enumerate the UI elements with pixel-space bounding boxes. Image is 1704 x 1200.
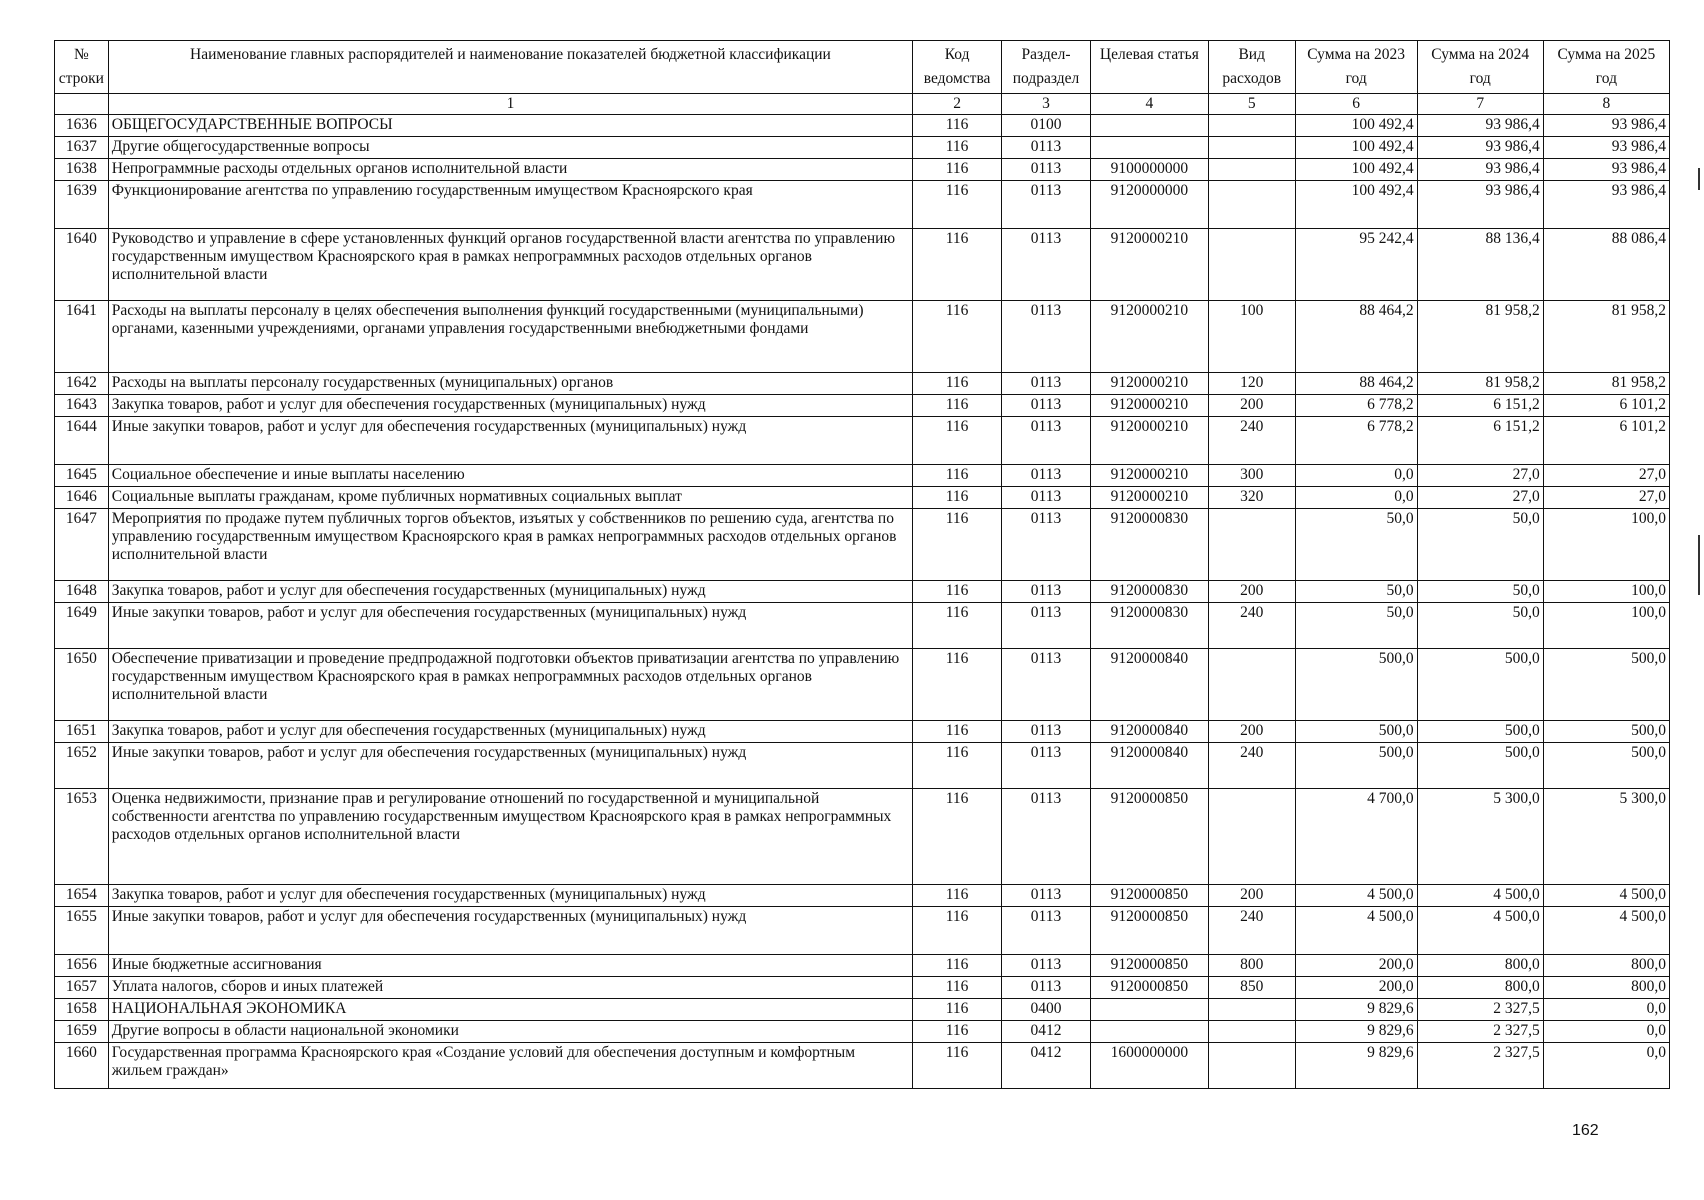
table-row bbox=[55, 885, 1670, 907]
row-name: Иные закупки товаров, работ и услуг для обеспечения государственных (муниципальных) нужд bbox=[108, 417, 912, 465]
row-target: 9120000210 bbox=[1090, 301, 1208, 373]
row-dept-code: 116 bbox=[913, 159, 1002, 181]
row-expense-type: 200 bbox=[1208, 885, 1295, 907]
row-section: 0113 bbox=[1002, 181, 1091, 229]
row-sum-2024: 81 958,2 bbox=[1417, 373, 1543, 395]
row-section: 0113 bbox=[1002, 977, 1091, 999]
row-number: 1644 bbox=[55, 417, 109, 465]
row-number: 1642 bbox=[55, 373, 109, 395]
row-sum-2023: 9 829,6 bbox=[1295, 999, 1417, 1021]
row-dept-code: 116 bbox=[913, 465, 1002, 487]
row-sum-2025: 6 101,2 bbox=[1543, 395, 1669, 417]
row-dept-code: 116 bbox=[913, 603, 1002, 649]
row-sum-2024: 93 986,4 bbox=[1417, 115, 1543, 137]
row-sum-2023: 50,0 bbox=[1295, 509, 1417, 581]
row-target: 9120000210 bbox=[1090, 229, 1208, 301]
row-sum-2023: 100 492,4 bbox=[1295, 159, 1417, 181]
row-section: 0113 bbox=[1002, 301, 1091, 373]
row-target: 9120000210 bbox=[1090, 373, 1208, 395]
row-sum-2025: 27,0 bbox=[1543, 487, 1669, 509]
row-expense-type: 200 bbox=[1208, 395, 1295, 417]
row-sum-2024: 6 151,2 bbox=[1417, 417, 1543, 465]
row-sum-2025: 4 500,0 bbox=[1543, 885, 1669, 907]
row-expense-type: 200 bbox=[1208, 721, 1295, 743]
row-name: Руководство и управление в сфере установленных функций органов государственной власти агентства по управлению государственным имуществом Красноярского края в рамках непрограммных расходов отдельных органов исполнительной власти bbox=[108, 229, 912, 301]
row-section: 0113 bbox=[1002, 509, 1091, 581]
row-number: 1640 bbox=[55, 229, 109, 301]
row-sum-2025: 100,0 bbox=[1543, 581, 1669, 603]
row-section: 0113 bbox=[1002, 373, 1091, 395]
row-target: 9120000830 bbox=[1090, 509, 1208, 581]
row-dept-code: 116 bbox=[913, 487, 1002, 509]
row-target: 9120000850 bbox=[1090, 907, 1208, 955]
row-sum-2024: 50,0 bbox=[1417, 509, 1543, 581]
row-sum-2025: 93 986,4 bbox=[1543, 115, 1669, 137]
row-section: 0113 bbox=[1002, 229, 1091, 301]
row-name: Расходы на выплаты персоналу в целях обеспечения выполнения функций государственными (муниципальными) органами, казенными учреждениями, органами управления государственными внебюджетными фондами bbox=[108, 301, 912, 373]
table-row bbox=[55, 417, 1670, 465]
row-dept-code: 116 bbox=[913, 955, 1002, 977]
column-number: 7 bbox=[1417, 94, 1543, 115]
table-row bbox=[55, 743, 1670, 789]
row-sum-2024: 5 300,0 bbox=[1417, 789, 1543, 885]
row-number: 1638 bbox=[55, 159, 109, 181]
row-section: 0113 bbox=[1002, 159, 1091, 181]
row-target: 9120000830 bbox=[1090, 581, 1208, 603]
row-number: 1649 bbox=[55, 603, 109, 649]
row-sum-2024: 2 327,5 bbox=[1417, 1043, 1543, 1089]
row-sum-2024: 500,0 bbox=[1417, 649, 1543, 721]
row-section: 0100 bbox=[1002, 115, 1091, 137]
row-expense-type bbox=[1208, 999, 1295, 1021]
row-name: Оценка недвижимости, признание прав и регулирование отношений по государственной и муниципальной собственности агентства по управлению государственным имуществом Красноярского края в рамках непрограммных расходов отдельных органов исполнительной власти bbox=[108, 789, 912, 885]
row-section: 0113 bbox=[1002, 395, 1091, 417]
row-name: Иные закупки товаров, работ и услуг для обеспечения государственных (муниципальных) нужд bbox=[108, 743, 912, 789]
row-sum-2023: 0,0 bbox=[1295, 487, 1417, 509]
row-sum-2024: 4 500,0 bbox=[1417, 907, 1543, 955]
row-name: Иные закупки товаров, работ и услуг для обеспечения государственных (муниципальных) нужд bbox=[108, 907, 912, 955]
table-row bbox=[55, 581, 1670, 603]
page-number: 162 bbox=[1572, 1122, 1599, 1139]
row-name: Закупка товаров, работ и услуг для обеспечения государственных (муниципальных) нужд bbox=[108, 395, 912, 417]
row-sum-2025: 800,0 bbox=[1543, 977, 1669, 999]
row-number: 1659 bbox=[55, 1021, 109, 1043]
row-target: 9120000850 bbox=[1090, 789, 1208, 885]
row-target: 1600000000 bbox=[1090, 1043, 1208, 1089]
column-number: 3 bbox=[1002, 94, 1091, 115]
row-sum-2023: 50,0 bbox=[1295, 603, 1417, 649]
row-sum-2023: 0,0 bbox=[1295, 465, 1417, 487]
row-dept-code: 116 bbox=[913, 581, 1002, 603]
row-sum-2025: 88 086,4 bbox=[1543, 229, 1669, 301]
row-section: 0113 bbox=[1002, 721, 1091, 743]
row-dept-code: 116 bbox=[913, 977, 1002, 999]
row-target: 9120000840 bbox=[1090, 721, 1208, 743]
row-name: Закупка товаров, работ и услуг для обеспечения государственных (муниципальных) нужд bbox=[108, 721, 912, 743]
row-sum-2024: 800,0 bbox=[1417, 977, 1543, 999]
table-row bbox=[55, 1043, 1670, 1089]
row-name: Функционирование агентства по управлению государственным имуществом Красноярского края bbox=[108, 181, 912, 229]
row-expense-type: 240 bbox=[1208, 907, 1295, 955]
row-name: Другие вопросы в области национальной экономики bbox=[108, 1021, 912, 1043]
row-sum-2023: 200,0 bbox=[1295, 977, 1417, 999]
row-target bbox=[1090, 137, 1208, 159]
row-expense-type bbox=[1208, 115, 1295, 137]
row-expense-type bbox=[1208, 137, 1295, 159]
table-row bbox=[55, 789, 1670, 885]
row-number: 1653 bbox=[55, 789, 109, 885]
row-sum-2024: 500,0 bbox=[1417, 721, 1543, 743]
table-row bbox=[55, 487, 1670, 509]
row-sum-2023: 6 778,2 bbox=[1295, 395, 1417, 417]
row-sum-2023: 4 700,0 bbox=[1295, 789, 1417, 885]
row-sum-2024: 2 327,5 bbox=[1417, 1021, 1543, 1043]
row-target: 9120000210 bbox=[1090, 395, 1208, 417]
table-row bbox=[55, 907, 1670, 955]
row-sum-2024: 6 151,2 bbox=[1417, 395, 1543, 417]
row-section: 0113 bbox=[1002, 581, 1091, 603]
row-name: Расходы на выплаты персоналу государственных (муниципальных) органов bbox=[108, 373, 912, 395]
row-sum-2023: 200,0 bbox=[1295, 955, 1417, 977]
row-section: 0113 bbox=[1002, 789, 1091, 885]
row-number: 1647 bbox=[55, 509, 109, 581]
row-sum-2024: 27,0 bbox=[1417, 465, 1543, 487]
row-number: 1651 bbox=[55, 721, 109, 743]
row-section: 0113 bbox=[1002, 465, 1091, 487]
table-row bbox=[55, 137, 1670, 159]
row-dept-code: 116 bbox=[913, 721, 1002, 743]
row-expense-type bbox=[1208, 159, 1295, 181]
row-dept-code: 116 bbox=[913, 229, 1002, 301]
row-target bbox=[1090, 1021, 1208, 1043]
table-header-row bbox=[55, 41, 1670, 94]
budget-document bbox=[54, 40, 1670, 1089]
row-sum-2023: 95 242,4 bbox=[1295, 229, 1417, 301]
row-number: 1641 bbox=[55, 301, 109, 373]
header-expense-type: Вид расходов bbox=[1208, 41, 1295, 94]
row-sum-2024: 2 327,5 bbox=[1417, 999, 1543, 1021]
row-sum-2025: 500,0 bbox=[1543, 721, 1669, 743]
row-sum-2024: 800,0 bbox=[1417, 955, 1543, 977]
row-section: 0113 bbox=[1002, 137, 1091, 159]
row-sum-2024: 50,0 bbox=[1417, 603, 1543, 649]
table-row bbox=[55, 1021, 1670, 1043]
header-dept-code: Код ведомства bbox=[913, 41, 1002, 94]
row-target: 9120000210 bbox=[1090, 465, 1208, 487]
row-number: 1643 bbox=[55, 395, 109, 417]
table-row bbox=[55, 301, 1670, 373]
row-target: 9120000840 bbox=[1090, 743, 1208, 789]
table-row bbox=[55, 649, 1670, 721]
row-sum-2023: 88 464,2 bbox=[1295, 301, 1417, 373]
row-sum-2024: 88 136,4 bbox=[1417, 229, 1543, 301]
row-section: 0400 bbox=[1002, 999, 1091, 1021]
row-dept-code: 116 bbox=[913, 115, 1002, 137]
header-target: Целевая статья bbox=[1090, 41, 1208, 94]
table-row bbox=[55, 395, 1670, 417]
row-number: 1658 bbox=[55, 999, 109, 1021]
row-sum-2025: 0,0 bbox=[1543, 999, 1669, 1021]
column-number: 8 bbox=[1543, 94, 1669, 115]
row-expense-type bbox=[1208, 181, 1295, 229]
table-row bbox=[55, 955, 1670, 977]
row-name: Закупка товаров, работ и услуг для обеспечения государственных (муниципальных) нужд bbox=[108, 581, 912, 603]
row-target: 9120000000 bbox=[1090, 181, 1208, 229]
table-row bbox=[55, 721, 1670, 743]
row-name: Закупка товаров, работ и услуг для обеспечения государственных (муниципальных) нужд bbox=[108, 885, 912, 907]
row-sum-2025: 0,0 bbox=[1543, 1021, 1669, 1043]
row-sum-2023: 500,0 bbox=[1295, 721, 1417, 743]
row-dept-code: 116 bbox=[913, 789, 1002, 885]
row-number: 1639 bbox=[55, 181, 109, 229]
row-section: 0113 bbox=[1002, 603, 1091, 649]
row-target: 9120000850 bbox=[1090, 885, 1208, 907]
row-target: 9120000850 bbox=[1090, 955, 1208, 977]
column-number: 4 bbox=[1090, 94, 1208, 115]
row-sum-2024: 93 986,4 bbox=[1417, 159, 1543, 181]
table-row bbox=[55, 159, 1670, 181]
header-row-no: № строки bbox=[55, 41, 109, 94]
row-target: 9120000840 bbox=[1090, 649, 1208, 721]
row-dept-code: 116 bbox=[913, 137, 1002, 159]
row-sum-2024: 81 958,2 bbox=[1417, 301, 1543, 373]
row-expense-type bbox=[1208, 789, 1295, 885]
row-sum-2025: 100,0 bbox=[1543, 509, 1669, 581]
row-name: Социальное обеспечение и иные выплаты населению bbox=[108, 465, 912, 487]
row-expense-type: 800 bbox=[1208, 955, 1295, 977]
row-sum-2024: 50,0 bbox=[1417, 581, 1543, 603]
table-row bbox=[55, 603, 1670, 649]
row-number: 1636 bbox=[55, 115, 109, 137]
column-number bbox=[55, 94, 109, 115]
table-row bbox=[55, 181, 1670, 229]
row-expense-type: 320 bbox=[1208, 487, 1295, 509]
row-expense-type bbox=[1208, 229, 1295, 301]
row-dept-code: 116 bbox=[913, 509, 1002, 581]
row-number: 1646 bbox=[55, 487, 109, 509]
row-sum-2025: 93 986,4 bbox=[1543, 181, 1669, 229]
row-sum-2024: 93 986,4 bbox=[1417, 137, 1543, 159]
table-row bbox=[55, 509, 1670, 581]
row-name: ОБЩЕГОСУДАРСТВЕННЫЕ ВОПРОСЫ bbox=[108, 115, 912, 137]
row-number: 1657 bbox=[55, 977, 109, 999]
row-sum-2023: 6 778,2 bbox=[1295, 417, 1417, 465]
row-dept-code: 116 bbox=[913, 885, 1002, 907]
row-expense-type: 850 bbox=[1208, 977, 1295, 999]
row-sum-2025: 6 101,2 bbox=[1543, 417, 1669, 465]
row-sum-2025: 4 500,0 bbox=[1543, 907, 1669, 955]
row-expense-type: 300 bbox=[1208, 465, 1295, 487]
row-sum-2023: 4 500,0 bbox=[1295, 885, 1417, 907]
row-sum-2023: 100 492,4 bbox=[1295, 115, 1417, 137]
row-target bbox=[1090, 999, 1208, 1021]
row-target: 9100000000 bbox=[1090, 159, 1208, 181]
row-dept-code: 116 bbox=[913, 999, 1002, 1021]
row-section: 0113 bbox=[1002, 417, 1091, 465]
row-number: 1660 bbox=[55, 1043, 109, 1089]
column-number-row bbox=[55, 94, 1670, 115]
table-row bbox=[55, 115, 1670, 137]
header-section: Раздел-подраздел bbox=[1002, 41, 1091, 94]
scan-edge-mark bbox=[1698, 535, 1700, 595]
row-number: 1655 bbox=[55, 907, 109, 955]
row-dept-code: 116 bbox=[913, 1021, 1002, 1043]
table-body bbox=[55, 115, 1670, 1089]
row-dept-code: 116 bbox=[913, 181, 1002, 229]
row-sum-2025: 100,0 bbox=[1543, 603, 1669, 649]
row-dept-code: 116 bbox=[913, 301, 1002, 373]
row-sum-2023: 88 464,2 bbox=[1295, 373, 1417, 395]
row-expense-type: 120 bbox=[1208, 373, 1295, 395]
table-row bbox=[55, 229, 1670, 301]
row-sum-2025: 27,0 bbox=[1543, 465, 1669, 487]
row-number: 1648 bbox=[55, 581, 109, 603]
row-expense-type: 240 bbox=[1208, 603, 1295, 649]
row-dept-code: 116 bbox=[913, 649, 1002, 721]
row-number: 1650 bbox=[55, 649, 109, 721]
row-number: 1645 bbox=[55, 465, 109, 487]
row-section: 0113 bbox=[1002, 743, 1091, 789]
row-sum-2025: 500,0 bbox=[1543, 743, 1669, 789]
row-name: Государственная программа Красноярского края «Создание условий для обеспечения доступным и комфортным жильем граждан» bbox=[108, 1043, 912, 1089]
row-sum-2023: 100 492,4 bbox=[1295, 137, 1417, 159]
row-sum-2024: 500,0 bbox=[1417, 743, 1543, 789]
row-name: НАЦИОНАЛЬНАЯ ЭКОНОМИКА bbox=[108, 999, 912, 1021]
row-sum-2024: 27,0 bbox=[1417, 487, 1543, 509]
table-row bbox=[55, 977, 1670, 999]
row-number: 1656 bbox=[55, 955, 109, 977]
row-sum-2023: 4 500,0 bbox=[1295, 907, 1417, 955]
row-sum-2023: 500,0 bbox=[1295, 743, 1417, 789]
row-name: Иные бюджетные ассигнования bbox=[108, 955, 912, 977]
row-name: Обеспечение приватизации и проведение предпродажной подготовки объектов приватизации агентства по управлению государственным имуществом Красноярского края в рамках непрограммных расходов отдельных органов исполнительной власти bbox=[108, 649, 912, 721]
row-sum-2024: 4 500,0 bbox=[1417, 885, 1543, 907]
row-expense-type: 240 bbox=[1208, 417, 1295, 465]
row-dept-code: 116 bbox=[913, 743, 1002, 789]
row-sum-2025: 500,0 bbox=[1543, 649, 1669, 721]
row-section: 0113 bbox=[1002, 487, 1091, 509]
row-number: 1654 bbox=[55, 885, 109, 907]
scan-edge-mark bbox=[1698, 168, 1700, 190]
row-sum-2025: 5 300,0 bbox=[1543, 789, 1669, 885]
row-sum-2025: 800,0 bbox=[1543, 955, 1669, 977]
row-sum-2023: 100 492,4 bbox=[1295, 181, 1417, 229]
row-sum-2023: 50,0 bbox=[1295, 581, 1417, 603]
row-sum-2023: 500,0 bbox=[1295, 649, 1417, 721]
table-row bbox=[55, 373, 1670, 395]
budget-table bbox=[54, 40, 1670, 1089]
row-dept-code: 116 bbox=[913, 373, 1002, 395]
row-dept-code: 116 bbox=[913, 1043, 1002, 1089]
row-sum-2025: 93 986,4 bbox=[1543, 159, 1669, 181]
row-name: Другие общегосударственные вопросы bbox=[108, 137, 912, 159]
row-sum-2025: 93 986,4 bbox=[1543, 137, 1669, 159]
row-sum-2025: 81 958,2 bbox=[1543, 301, 1669, 373]
row-expense-type bbox=[1208, 1021, 1295, 1043]
row-sum-2023: 9 829,6 bbox=[1295, 1021, 1417, 1043]
table-row bbox=[55, 465, 1670, 487]
row-section: 0113 bbox=[1002, 907, 1091, 955]
row-section: 0412 bbox=[1002, 1021, 1091, 1043]
row-name: Социальные выплаты гражданам, кроме публичных нормативных социальных выплат bbox=[108, 487, 912, 509]
row-section: 0113 bbox=[1002, 955, 1091, 977]
row-name: Иные закупки товаров, работ и услуг для обеспечения государственных (муниципальных) нужд bbox=[108, 603, 912, 649]
row-sum-2025: 81 958,2 bbox=[1543, 373, 1669, 395]
column-number: 6 bbox=[1295, 94, 1417, 115]
column-number: 1 bbox=[108, 94, 912, 115]
row-target: 9120000850 bbox=[1090, 977, 1208, 999]
row-section: 0113 bbox=[1002, 649, 1091, 721]
row-expense-type bbox=[1208, 1043, 1295, 1089]
row-name: Непрограммные расходы отдельных органов исполнительной власти bbox=[108, 159, 912, 181]
row-target: 9120000830 bbox=[1090, 603, 1208, 649]
row-target: 9120000210 bbox=[1090, 417, 1208, 465]
header-sum-2024: Сумма на 2024 год bbox=[1417, 41, 1543, 94]
table-row bbox=[55, 999, 1670, 1021]
row-sum-2023: 9 829,6 bbox=[1295, 1043, 1417, 1089]
row-section: 0113 bbox=[1002, 885, 1091, 907]
row-section: 0412 bbox=[1002, 1043, 1091, 1089]
row-number: 1637 bbox=[55, 137, 109, 159]
row-dept-code: 116 bbox=[913, 907, 1002, 955]
header-sum-2023: Сумма на 2023 год bbox=[1295, 41, 1417, 94]
row-dept-code: 116 bbox=[913, 417, 1002, 465]
row-number: 1652 bbox=[55, 743, 109, 789]
column-number: 2 bbox=[913, 94, 1002, 115]
row-target: 9120000210 bbox=[1090, 487, 1208, 509]
row-expense-type: 240 bbox=[1208, 743, 1295, 789]
row-name: Мероприятия по продаже путем публичных торгов объектов, изъятых у собственников по решению суда, агентства по управлению государственным имуществом Красноярского края в рамках непрограммных расходов отдельных органов исполнительной власти bbox=[108, 509, 912, 581]
row-sum-2025: 0,0 bbox=[1543, 1043, 1669, 1089]
row-target bbox=[1090, 115, 1208, 137]
row-expense-type: 100 bbox=[1208, 301, 1295, 373]
row-expense-type bbox=[1208, 649, 1295, 721]
row-sum-2024: 93 986,4 bbox=[1417, 181, 1543, 229]
column-number: 5 bbox=[1208, 94, 1295, 115]
header-sum-2025: Сумма на 2025 год bbox=[1543, 41, 1669, 94]
row-expense-type: 200 bbox=[1208, 581, 1295, 603]
row-dept-code: 116 bbox=[913, 395, 1002, 417]
header-name: Наименование главных распорядителей и наименование показателей бюджетной классификации bbox=[108, 41, 912, 94]
row-name: Уплата налогов, сборов и иных платежей bbox=[108, 977, 912, 999]
row-expense-type bbox=[1208, 509, 1295, 581]
